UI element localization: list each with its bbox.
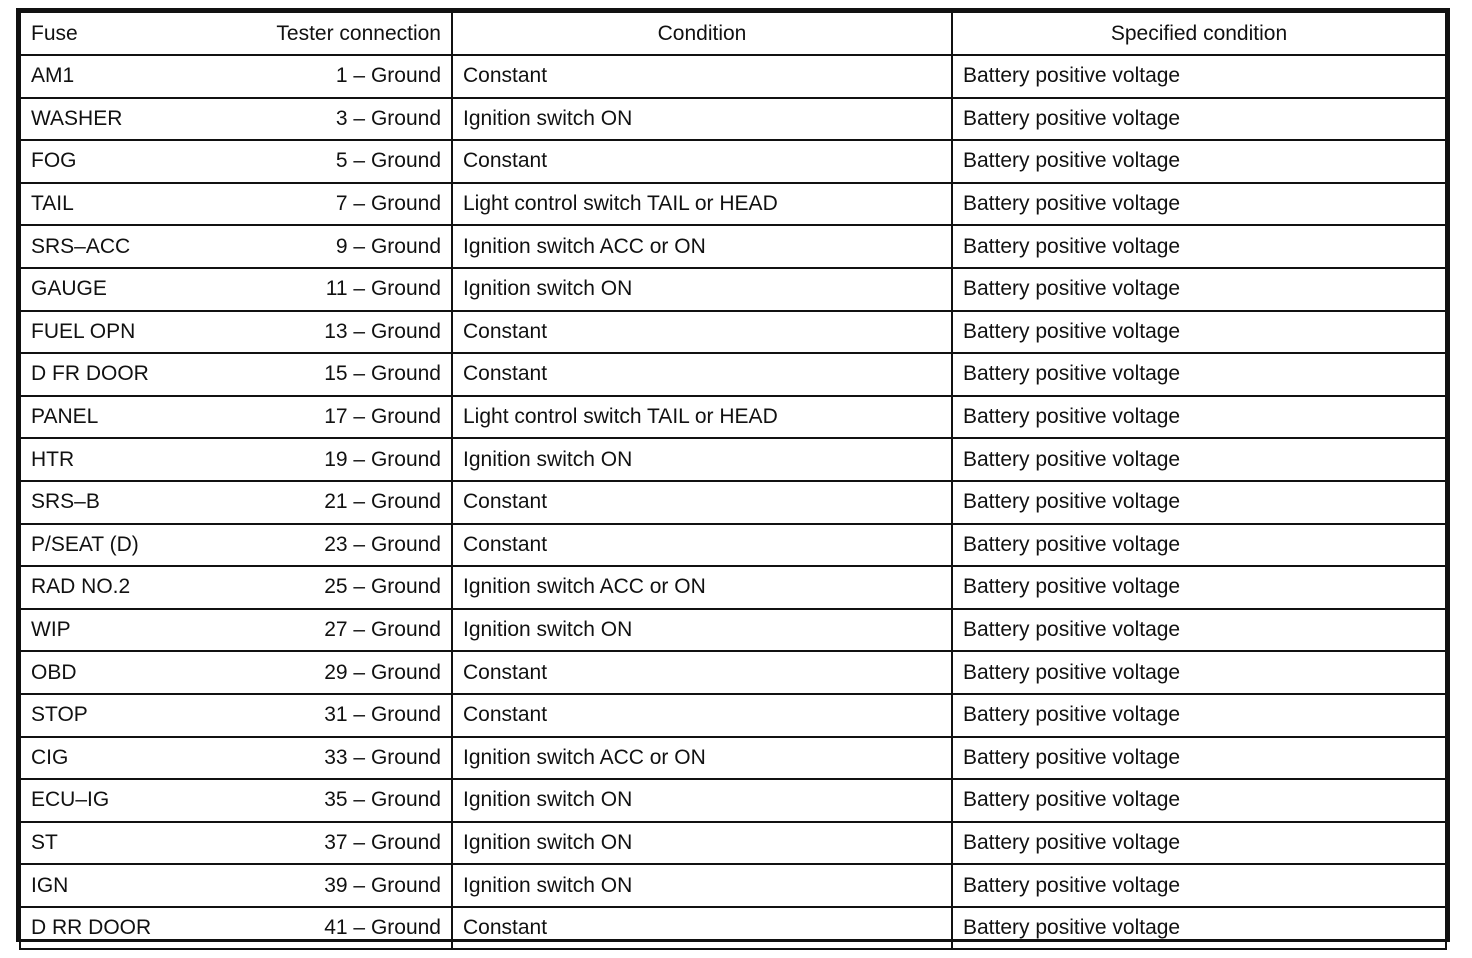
condition-cell: Ignition switch ON xyxy=(452,822,952,865)
tester-connection: 21 – Ground xyxy=(324,490,441,514)
table-row xyxy=(20,438,1446,481)
specified-condition-cell: Battery positive voltage xyxy=(952,396,1446,439)
fuse-name: RAD NO.2 xyxy=(31,575,131,599)
header-fuse-tester-cell xyxy=(20,12,452,55)
table-row xyxy=(20,694,1446,737)
tester-connection: 17 – Ground xyxy=(324,405,441,429)
specified-condition-cell: Battery positive voltage xyxy=(952,822,1446,865)
tester-connection: 35 – Ground xyxy=(324,788,441,812)
tester-connection: 25 – Ground xyxy=(324,575,441,599)
tester-connection: 1 – Ground xyxy=(335,64,441,88)
condition-cell: Ignition switch ACC or ON xyxy=(452,225,952,268)
specified-condition-cell: Battery positive voltage xyxy=(952,737,1446,780)
fuse-tester-cell xyxy=(20,566,452,609)
condition-cell: Constant xyxy=(452,311,952,354)
fuse-tester-cell xyxy=(20,225,452,268)
fuse-name: FOG xyxy=(31,149,77,173)
specified-condition-cell: Battery positive voltage xyxy=(952,438,1446,481)
tester-connection: 31 – Ground xyxy=(324,703,441,727)
table-row xyxy=(20,98,1446,141)
condition-cell: Ignition switch ON xyxy=(452,779,952,822)
condition-cell: Constant xyxy=(452,907,952,950)
tester-connection: 7 – Ground xyxy=(335,192,441,216)
fuse-name: SRS–B xyxy=(31,490,100,514)
table-row xyxy=(20,864,1446,907)
specified-condition-cell: Battery positive voltage xyxy=(952,694,1446,737)
specified-condition-cell: Battery positive voltage xyxy=(952,98,1446,141)
fuse-tester-cell xyxy=(20,140,452,183)
table-row xyxy=(20,566,1446,609)
fuse-name: AM1 xyxy=(31,64,75,88)
fuse-name: ST xyxy=(31,830,58,854)
specified-condition-cell: Battery positive voltage xyxy=(952,225,1446,268)
tester-connection: 11 – Ground xyxy=(325,277,441,301)
table-row xyxy=(20,140,1446,183)
specified-condition-cell: Battery positive voltage xyxy=(952,524,1446,567)
condition-cell: Constant xyxy=(452,651,952,694)
header-tester-connection: Tester connection xyxy=(276,21,441,45)
fuse-name: IGN xyxy=(31,873,69,897)
fuse-name: WIP xyxy=(31,618,71,642)
condition-cell: Ignition switch ON xyxy=(452,98,952,141)
tester-connection: 9 – Ground xyxy=(335,234,441,258)
tester-connection: 27 – Ground xyxy=(324,618,441,642)
condition-cell: Ignition switch ON xyxy=(452,268,952,311)
fuse-tester-cell xyxy=(20,907,452,950)
fuse-name: OBD xyxy=(31,660,77,684)
fuse-tester-cell xyxy=(20,353,452,396)
condition-cell: Constant xyxy=(452,353,952,396)
tester-connection: 13 – Ground xyxy=(324,319,441,343)
tester-connection: 29 – Ground xyxy=(324,660,441,684)
condition-cell: Ignition switch ACC or ON xyxy=(452,737,952,780)
specified-condition-cell: Battery positive voltage xyxy=(952,140,1446,183)
specified-condition-cell: Battery positive voltage xyxy=(952,864,1446,907)
fuse-tester-cell xyxy=(20,779,452,822)
header-specified-condition: Specified condition xyxy=(952,12,1446,55)
condition-cell: Constant xyxy=(452,694,952,737)
tester-connection: 33 – Ground xyxy=(324,745,441,769)
specified-condition-cell: Battery positive voltage xyxy=(952,566,1446,609)
table-row xyxy=(20,311,1446,354)
fuse-name: P/SEAT (D) xyxy=(31,532,139,556)
tester-connection: 15 – Ground xyxy=(324,362,441,386)
specified-condition-cell: Battery positive voltage xyxy=(952,609,1446,652)
specified-condition-cell: Battery positive voltage xyxy=(952,268,1446,311)
fuse-inspection-table xyxy=(19,11,1447,950)
tester-connection: 23 – Ground xyxy=(324,532,441,556)
fuse-name: SRS–ACC xyxy=(31,234,131,258)
condition-cell: Ignition switch ON xyxy=(452,864,952,907)
table-row xyxy=(20,396,1446,439)
fuse-tester-cell xyxy=(20,396,452,439)
specified-condition-cell: Battery positive voltage xyxy=(952,779,1446,822)
fuse-tester-cell xyxy=(20,864,452,907)
table-row xyxy=(20,481,1446,524)
table-row xyxy=(20,225,1446,268)
table-row xyxy=(20,651,1446,694)
condition-cell: Light control switch TAIL or HEAD xyxy=(452,183,952,226)
tester-connection: 37 – Ground xyxy=(324,830,441,854)
fuse-tester-cell xyxy=(20,651,452,694)
fuse-name: STOP xyxy=(31,703,88,727)
condition-cell: Constant xyxy=(452,55,952,98)
fuse-inspection-table-frame xyxy=(16,8,1450,942)
fuse-tester-cell xyxy=(20,524,452,567)
specified-condition-cell: Battery positive voltage xyxy=(952,353,1446,396)
table-row xyxy=(20,907,1446,950)
fuse-tester-cell xyxy=(20,183,452,226)
fuse-tester-cell xyxy=(20,98,452,141)
table-header-row xyxy=(20,12,1446,55)
condition-cell: Light control switch TAIL or HEAD xyxy=(452,396,952,439)
tester-connection: 41 – Ground xyxy=(324,916,441,940)
tester-connection: 5 – Ground xyxy=(335,149,441,173)
fuse-tester-cell xyxy=(20,268,452,311)
fuse-tester-cell xyxy=(20,481,452,524)
condition-cell: Ignition switch ACC or ON xyxy=(452,566,952,609)
fuse-name: D FR DOOR xyxy=(31,362,149,386)
condition-cell: Constant xyxy=(452,140,952,183)
condition-cell: Ignition switch ON xyxy=(452,609,952,652)
specified-condition-cell: Battery positive voltage xyxy=(952,311,1446,354)
fuse-name: CIG xyxy=(31,745,69,769)
header-condition: Condition xyxy=(452,12,952,55)
specified-condition-cell: Battery positive voltage xyxy=(952,183,1446,226)
fuse-tester-cell xyxy=(20,55,452,98)
fuse-name: ECU–IG xyxy=(31,788,110,812)
table-row xyxy=(20,737,1446,780)
table-row xyxy=(20,268,1446,311)
condition-cell: Constant xyxy=(452,481,952,524)
tester-connection: 3 – Ground xyxy=(335,106,441,130)
fuse-name: TAIL xyxy=(31,192,74,216)
specified-condition-cell: Battery positive voltage xyxy=(952,651,1446,694)
fuse-name: GAUGE xyxy=(31,277,107,301)
fuse-name: D RR DOOR xyxy=(31,916,152,940)
fuse-tester-cell xyxy=(20,694,452,737)
table-row xyxy=(20,822,1446,865)
condition-cell: Ignition switch ON xyxy=(452,438,952,481)
specified-condition-cell: Battery positive voltage xyxy=(952,55,1446,98)
table-row xyxy=(20,779,1446,822)
fuse-tester-cell xyxy=(20,822,452,865)
table-row xyxy=(20,55,1446,98)
tester-connection: 19 – Ground xyxy=(324,447,441,471)
specified-condition-cell: Battery positive voltage xyxy=(952,907,1446,950)
fuse-tester-cell xyxy=(20,438,452,481)
table-row xyxy=(20,353,1446,396)
fuse-name: WASHER xyxy=(31,106,123,130)
fuse-tester-cell xyxy=(20,311,452,354)
fuse-tester-cell xyxy=(20,609,452,652)
tester-connection: 39 – Ground xyxy=(324,873,441,897)
header-fuse: Fuse xyxy=(31,21,78,45)
fuse-name: HTR xyxy=(31,447,75,471)
specified-condition-cell: Battery positive voltage xyxy=(952,481,1446,524)
fuse-tester-cell xyxy=(20,737,452,780)
table-row xyxy=(20,609,1446,652)
fuse-name: FUEL OPN xyxy=(31,319,136,343)
condition-cell: Constant xyxy=(452,524,952,567)
table-row xyxy=(20,524,1446,567)
fuse-name: PANEL xyxy=(31,405,99,429)
table-row xyxy=(20,183,1446,226)
